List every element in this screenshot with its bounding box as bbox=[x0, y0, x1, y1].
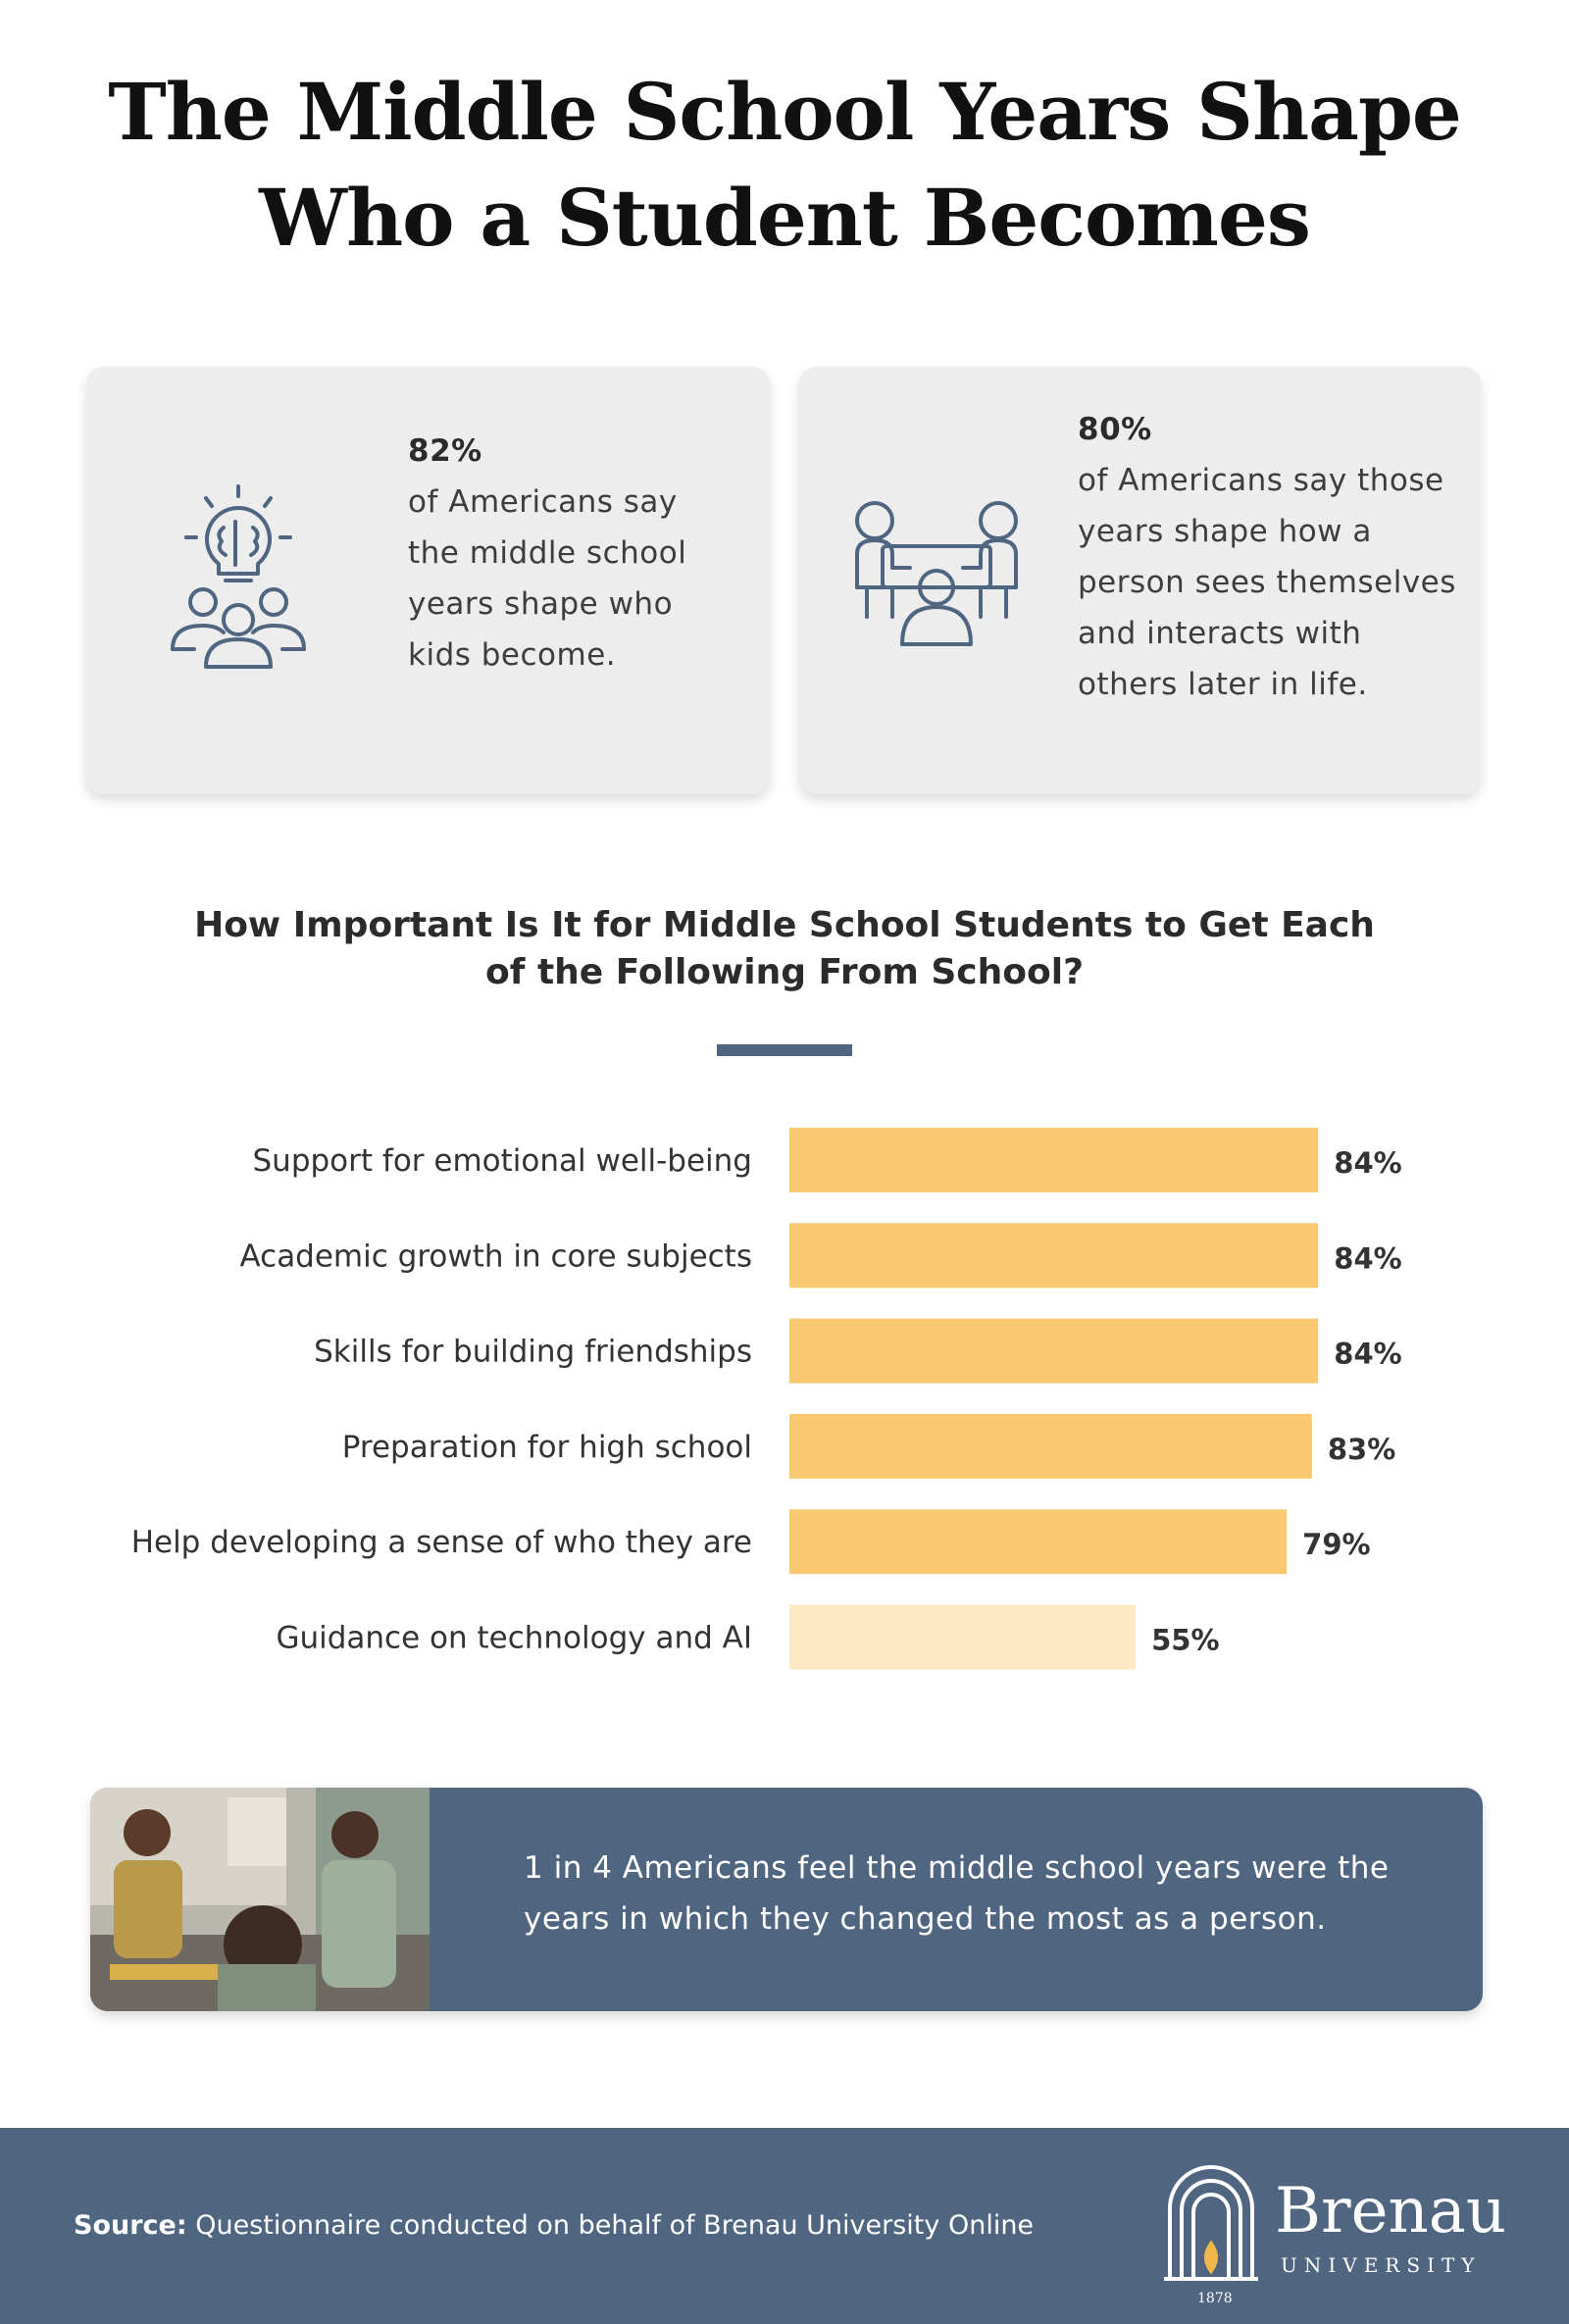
bar-value-label: 83% bbox=[1327, 1432, 1396, 1466]
bar bbox=[789, 1128, 1318, 1192]
source-text: Questionnaire conducted on behalf of Brenau University Online bbox=[195, 2210, 1035, 2241]
brenau-arch-logo-icon bbox=[1162, 2159, 1260, 2297]
bar-category-label: Guidance on technology and AI bbox=[276, 1620, 752, 1656]
bar-category-label: Help developing a sense of who they are bbox=[130, 1525, 752, 1561]
bar-value-label: 79% bbox=[1302, 1528, 1371, 1562]
bar-category-label: Preparation for high school bbox=[341, 1429, 752, 1465]
bar bbox=[789, 1223, 1318, 1288]
chart-title-line-1: How Important Is It for Middle School Students to Get Each bbox=[194, 905, 1375, 945]
footer bbox=[0, 2128, 1569, 2324]
bar-category-label: Skills for building friendships bbox=[314, 1334, 752, 1370]
bar bbox=[789, 1414, 1312, 1479]
bar-category-label: Support for emotional well-being bbox=[252, 1143, 752, 1179]
stat-percent: 82% bbox=[408, 433, 482, 469]
stat-description: of Americans say those years shape how a person sees themselves and interacts with others later in life. bbox=[1078, 463, 1456, 702]
callout-banner bbox=[90, 1788, 1483, 2011]
people-meeting-table-icon bbox=[853, 499, 1020, 646]
page-title-line-2: Who a Student Becomes bbox=[259, 172, 1310, 264]
title-divider bbox=[717, 1044, 852, 1056]
bar-value-label: 55% bbox=[1151, 1623, 1220, 1657]
source-label: Source: bbox=[74, 2210, 187, 2241]
logo-year: 1878 bbox=[1197, 2291, 1233, 2306]
importance-bar-chart bbox=[0, 1108, 1569, 1696]
bar-value-label: 84% bbox=[1334, 1337, 1402, 1371]
students-classroom-photo bbox=[90, 1788, 430, 2011]
bar bbox=[789, 1509, 1287, 1574]
callout-text: 1 in 4 Americans feel the middle school years were the years in which they changed the most as a person. bbox=[524, 1850, 1390, 1937]
brain-lightbulb-group-icon bbox=[165, 484, 312, 671]
logo-wordmark: Brenau bbox=[1275, 2175, 1507, 2248]
stat-description: of Americans say the middle school years shape who kids become. bbox=[408, 484, 687, 673]
bar-value-label: 84% bbox=[1334, 1146, 1402, 1180]
bar bbox=[789, 1605, 1136, 1670]
logo-subtitle: UNIVERSITY bbox=[1281, 2253, 1482, 2277]
bar bbox=[789, 1319, 1318, 1384]
stat-card-80 bbox=[799, 367, 1481, 794]
chart-title bbox=[0, 902, 1569, 996]
stat-card-82 bbox=[86, 367, 770, 794]
bar-value-label: 84% bbox=[1334, 1241, 1402, 1276]
page-title-line-1: The Middle School Years Shape bbox=[108, 66, 1461, 158]
stat-percent: 80% bbox=[1078, 412, 1152, 447]
source-note bbox=[74, 2210, 1034, 2241]
chart-title-line-2: of the Following From School? bbox=[485, 952, 1084, 992]
bar-category-label: Academic growth in core subjects bbox=[239, 1238, 752, 1275]
page-title bbox=[0, 59, 1569, 271]
